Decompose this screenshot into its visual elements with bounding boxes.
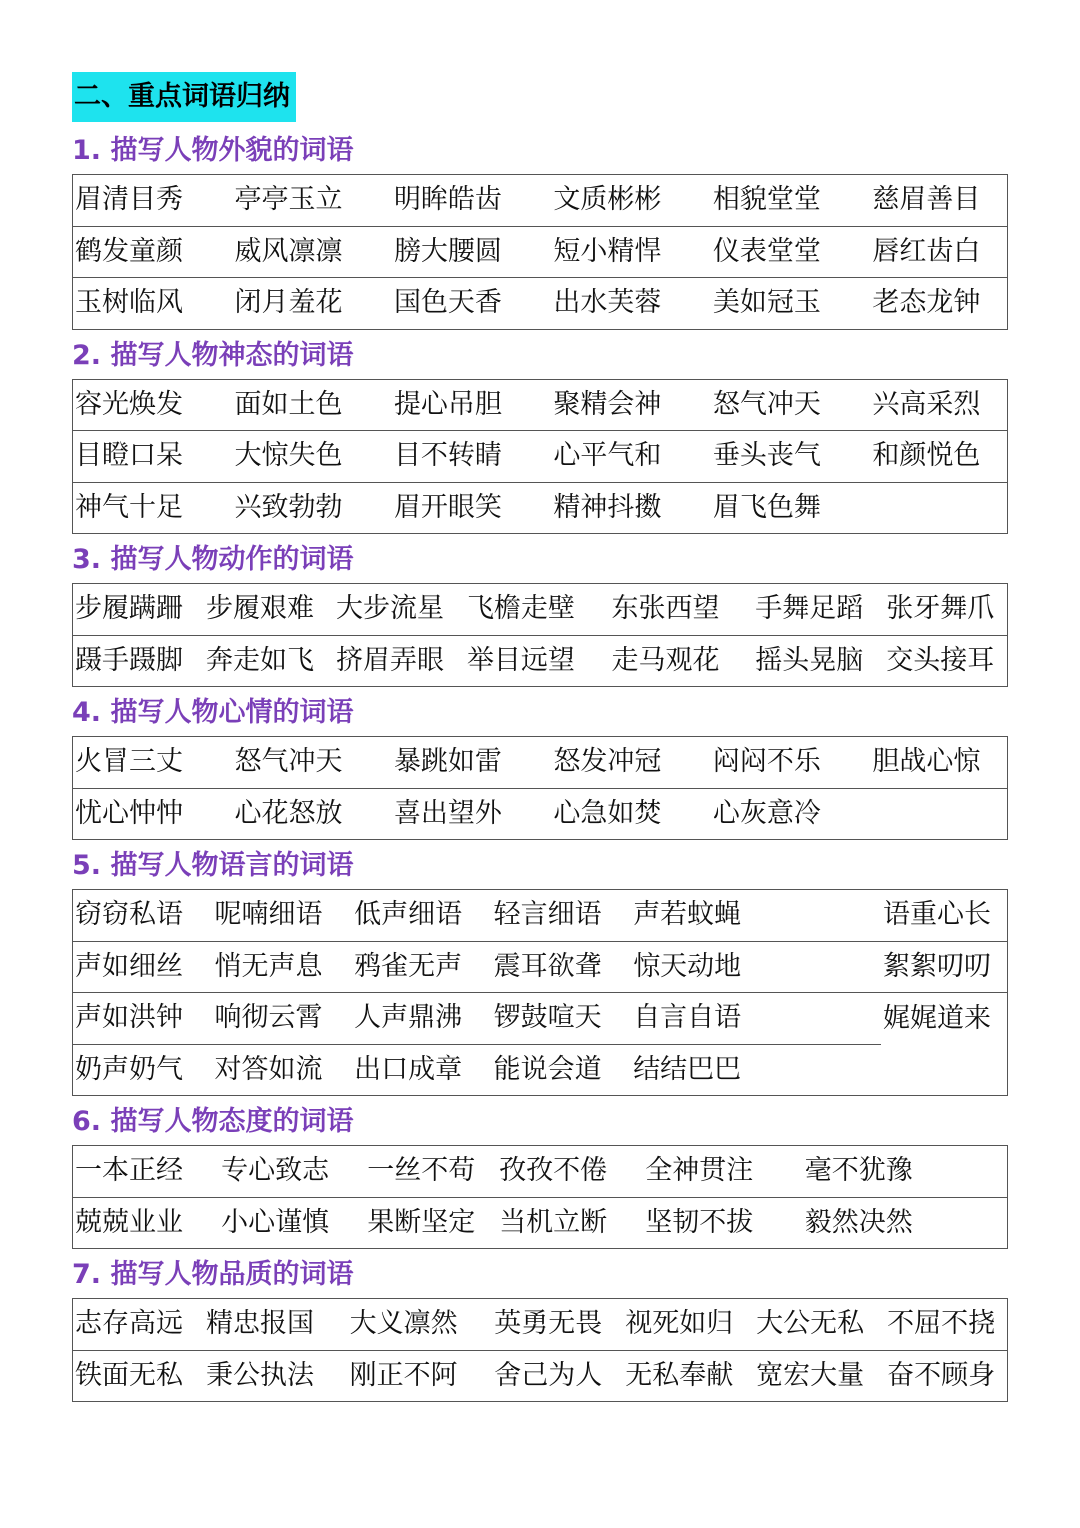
word-row <box>73 584 1008 636</box>
word-row <box>73 890 1008 942</box>
word-cell: 心急如焚 <box>551 788 710 840</box>
word-cell: 心花怒放 <box>232 788 391 840</box>
word-cell: 惊天动地 <box>631 941 881 993</box>
section-title: 6. 描写人物态度的词语 <box>72 1106 354 1137</box>
word-table <box>72 174 1008 330</box>
word-row <box>73 1197 1008 1249</box>
word-cell: 文质彬彬 <box>553 184 662 216</box>
word-cell: 老态龙钟 <box>870 278 1007 330</box>
document <box>72 72 1008 1402</box>
word-cell: 明眸皓齿 <box>393 184 502 216</box>
word-cell: 心平气和 <box>551 431 710 483</box>
word-cell: 悄无声息 <box>213 941 353 993</box>
word-cell: 举目远望 <box>465 635 610 687</box>
word-row <box>73 1146 1008 1198</box>
word-cell: 手舞足蹈 <box>755 593 864 625</box>
word-cell: 对答如流 <box>213 1044 353 1096</box>
word-cell: 自言自语 <box>631 993 881 1045</box>
word-cell: 步履蹒跚 <box>75 593 183 625</box>
section-title: 5. 描写人物语言的词语 <box>72 850 354 881</box>
word-cell: 怒发冲冠 <box>553 746 662 778</box>
word-cell: 玉树临风 <box>73 278 233 330</box>
word-row <box>73 226 1008 278</box>
word-cell: 响彻云霄 <box>213 993 353 1045</box>
word-row <box>73 1299 1008 1351</box>
word-row <box>73 175 1008 227</box>
word-cell: 刚正不阿 <box>348 1350 493 1402</box>
section-title: 4. 描写人物心情的词语 <box>72 697 354 728</box>
word-cell: 垂头丧气 <box>711 431 870 483</box>
word-cell: 专心致志 <box>221 1155 330 1187</box>
word-cell: 志存高远 <box>75 1308 183 1340</box>
word-cell: 大步流星 <box>335 593 444 625</box>
word-cell: 兢兢业业 <box>73 1197 220 1249</box>
word-row <box>73 482 1008 534</box>
word-cell: 闭月羞花 <box>232 278 391 330</box>
word-cell: 美如冠玉 <box>711 278 870 330</box>
word-cell: 全神贯注 <box>645 1155 754 1187</box>
word-cell: 窃窃私语 <box>75 899 183 931</box>
word-cell: 鸦雀无声 <box>352 941 492 993</box>
word-cell: 小心谨慎 <box>219 1197 365 1249</box>
word-cell: 鹤发童颜 <box>73 226 233 278</box>
word-cell: 心灰意冷 <box>711 788 870 840</box>
word-table <box>72 379 1008 535</box>
word-row <box>73 278 1008 330</box>
word-cell: 兴致勃勃 <box>232 482 391 534</box>
word-cell: 膀大腰圆 <box>392 226 551 278</box>
word-cell: 提心吊胆 <box>393 388 502 420</box>
word-cell: 兴高采烈 <box>872 388 981 420</box>
word-cell: 步履艰难 <box>205 593 314 625</box>
word-cell: 呢喃细语 <box>214 899 323 931</box>
word-cell: 舍己为人 <box>492 1350 623 1402</box>
word-cell: 精神抖擞 <box>551 482 710 534</box>
main-title: 二、重点词语归纳 <box>72 72 296 122</box>
word-cell <box>870 788 1007 840</box>
word-cell: 面如土色 <box>234 388 343 420</box>
word-cell: 走马观花 <box>610 635 754 687</box>
word-row <box>73 993 1008 1045</box>
word-cell: 大公无私 <box>756 1308 865 1340</box>
word-cell: 果断坚定 <box>365 1197 497 1249</box>
word-row <box>73 635 1008 687</box>
word-cell: 结结巴巴 <box>631 1044 881 1096</box>
word-cell: 东张西望 <box>611 593 720 625</box>
word-row <box>73 1044 1008 1096</box>
word-cell: 短小精悍 <box>551 226 710 278</box>
word-cell: 忧心忡忡 <box>73 788 233 840</box>
word-cell: 一本正经 <box>75 1155 183 1187</box>
word-row <box>73 737 1008 789</box>
word-cell: 怒气冲天 <box>234 746 343 778</box>
word-cell: 火冒三丈 <box>75 746 183 778</box>
word-cell: 奶声奶气 <box>73 1044 213 1096</box>
word-cell: 铁面无私 <box>73 1350 204 1402</box>
word-cell: 大义凛然 <box>349 1308 458 1340</box>
word-table <box>72 583 1008 687</box>
word-cell: 孜孜不倦 <box>499 1155 608 1187</box>
word-cell: 不屈不挠 <box>887 1308 996 1340</box>
word-cell: 语重心长 <box>883 899 992 931</box>
word-table <box>72 1145 1008 1249</box>
section-title: 3. 描写人物动作的词语 <box>72 544 354 575</box>
word-cell: 一丝不苟 <box>367 1155 476 1187</box>
word-cell: 声如细丝 <box>73 941 213 993</box>
word-cell: 唇红齿白 <box>870 226 1007 278</box>
word-cell: 无私奉献 <box>623 1350 754 1402</box>
word-cell: 暴跳如雷 <box>393 746 502 778</box>
word-cell: 仪表堂堂 <box>711 226 870 278</box>
word-row <box>73 431 1008 483</box>
word-cell: 张牙舞爪 <box>886 593 995 625</box>
word-row <box>73 941 1008 993</box>
word-cell: 国色天香 <box>392 278 551 330</box>
word-cell: 眉清目秀 <box>75 184 183 216</box>
word-cell: 目不转睛 <box>392 431 551 483</box>
word-cell: 娓娓道来 <box>881 993 1007 1045</box>
word-cell: 慈眉善目 <box>872 184 981 216</box>
word-cell: 聚精会神 <box>553 388 662 420</box>
word-cell: 英勇无畏 <box>494 1308 603 1340</box>
word-cell: 声若蚊蝇 <box>633 899 742 931</box>
word-cell: 出水芙蓉 <box>551 278 710 330</box>
word-cell: 神气十足 <box>73 482 233 534</box>
word-cell: 毅然决然 <box>803 1197 1008 1249</box>
word-cell: 交头接耳 <box>884 635 1007 687</box>
word-cell: 和颜悦色 <box>870 431 1007 483</box>
word-cell: 威风凛凛 <box>232 226 391 278</box>
word-cell: 眉开眼笑 <box>392 482 551 534</box>
word-cell: 亭亭玉立 <box>234 184 343 216</box>
word-cell: 闷闷不乐 <box>712 746 821 778</box>
word-cell: 挤眉弄眼 <box>334 635 465 687</box>
word-row <box>73 379 1008 431</box>
word-cell: 出口成章 <box>352 1044 492 1096</box>
sections-container <box>72 122 1008 1402</box>
word-cell: 怒气冲天 <box>712 388 821 420</box>
word-cell: 当机立断 <box>497 1197 643 1249</box>
word-cell: 坚韧不拔 <box>643 1197 802 1249</box>
word-table <box>72 889 1008 1096</box>
word-cell: 摇头晃脑 <box>753 635 884 687</box>
section-title: 2. 描写人物神态的词语 <box>72 339 354 371</box>
section-title: 7. 描写人物品质的词语 <box>72 1259 354 1290</box>
word-cell: 奔走如飞 <box>204 635 334 687</box>
word-cell: 眉飞色舞 <box>711 482 870 534</box>
word-cell: 蹑手蹑脚 <box>73 635 204 687</box>
word-cell: 能说会道 <box>492 1044 632 1096</box>
word-row <box>73 788 1008 840</box>
word-row <box>73 1350 1008 1402</box>
word-cell: 锣鼓喧天 <box>492 993 632 1045</box>
word-cell: 视死如归 <box>625 1308 734 1340</box>
word-cell: 容光焕发 <box>75 388 183 420</box>
word-cell <box>870 482 1007 534</box>
word-cell: 相貌堂堂 <box>712 184 821 216</box>
word-cell: 人声鼎沸 <box>352 993 492 1045</box>
section-title: 1. 描写人物外貌的词语 <box>72 135 354 166</box>
word-cell: 轻言细语 <box>493 899 602 931</box>
word-cell: 飞檐走壁 <box>466 593 575 625</box>
word-cell: 声如洪钟 <box>73 993 213 1045</box>
word-cell: 精忠报国 <box>205 1308 314 1340</box>
word-cell: 低声细语 <box>354 899 463 931</box>
word-table <box>72 1298 1008 1402</box>
word-cell: 宽宏大量 <box>754 1350 885 1402</box>
word-cell: 震耳欲聋 <box>492 941 632 993</box>
word-cell: 奋不顾身 <box>885 1350 1007 1402</box>
word-cell: 胆战心惊 <box>872 746 981 778</box>
word-cell: 目瞪口呆 <box>73 431 233 483</box>
word-cell: 大惊失色 <box>232 431 391 483</box>
word-cell: 喜出望外 <box>392 788 551 840</box>
word-table <box>72 736 1008 840</box>
word-cell: 毫不犹豫 <box>804 1155 913 1187</box>
word-cell: 秉公执法 <box>204 1350 348 1402</box>
word-cell: 絮絮叨叨 <box>881 941 1007 993</box>
